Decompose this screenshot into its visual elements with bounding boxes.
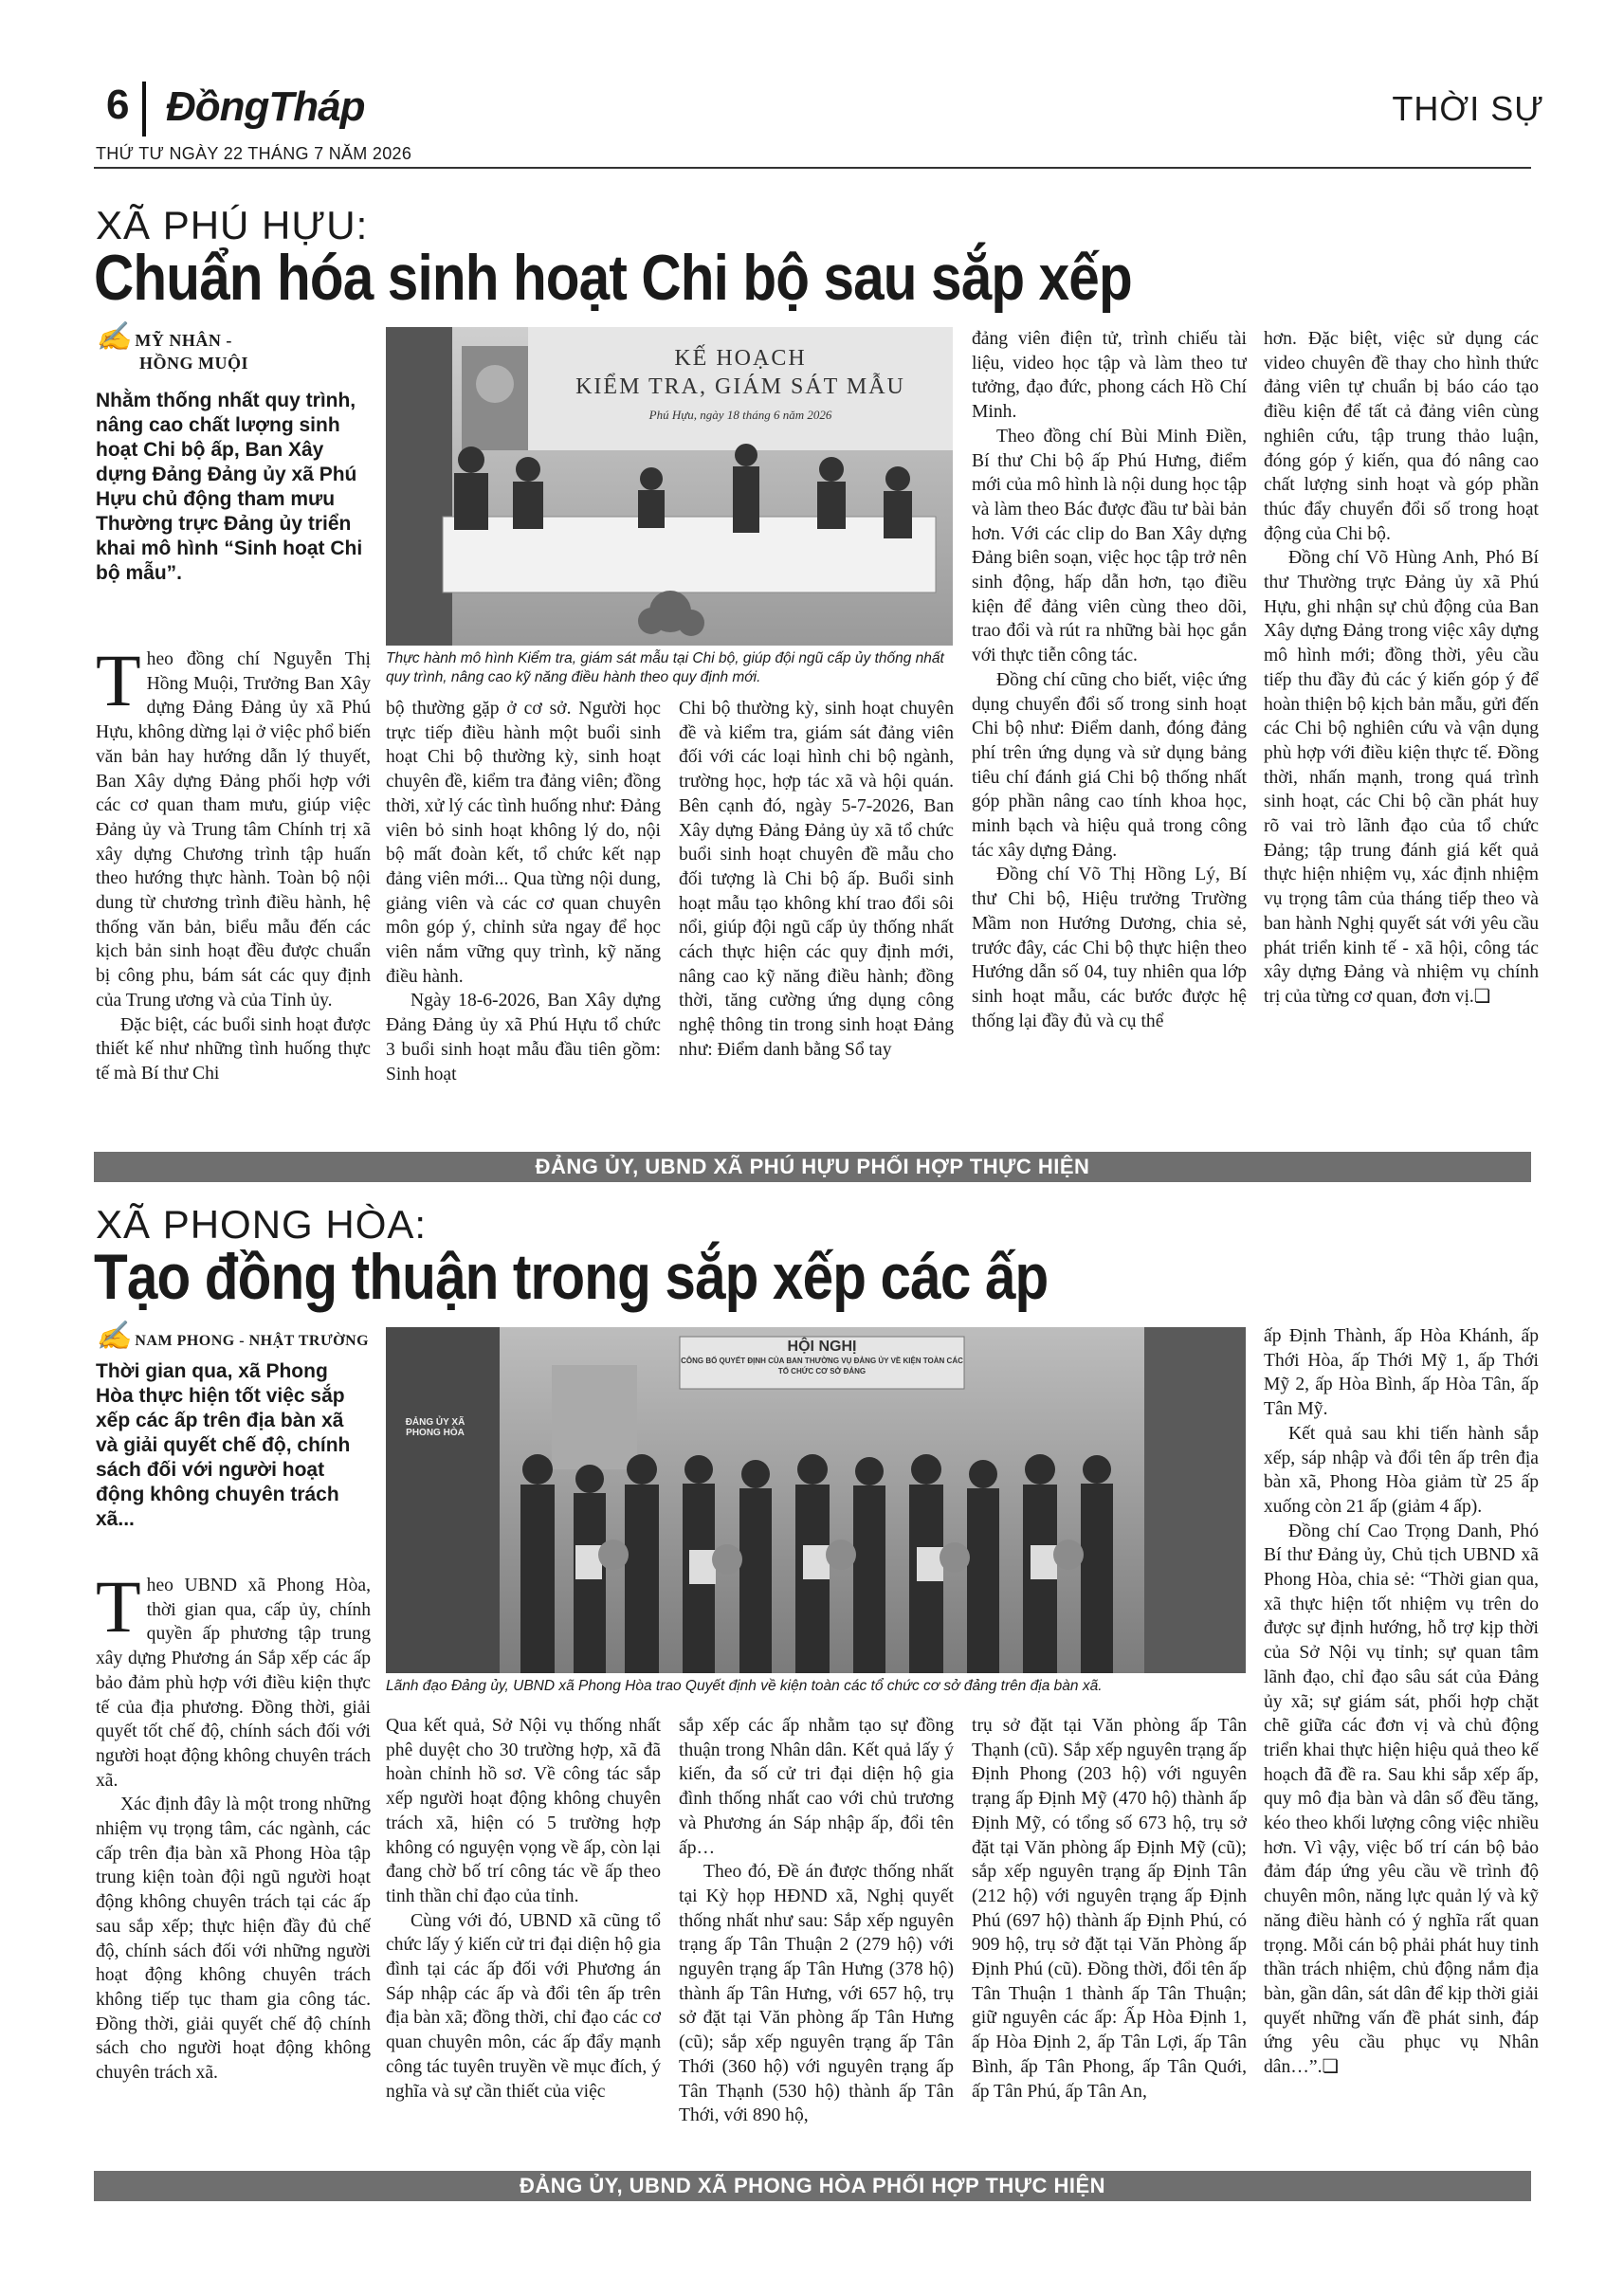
header-rule	[94, 167, 1531, 169]
photo-conference-banner	[680, 1339, 964, 1376]
photo-screen-subtitle: Phú Hựu, ngày 18 tháng 6 năm 2026	[648, 408, 832, 422]
article1-column-4	[972, 327, 1247, 1171]
article2-column-5	[1264, 1324, 1539, 2154]
photo-banner-subtitle: CÔNG BỐ QUYẾT ĐỊNH CỦA BAN THƯỜNG VỤ ĐẢNG ỦY VỀ KIỆN TOÀN CÁC TỔ CHỨC CƠ SỞ ĐẢNG	[681, 1357, 963, 1376]
group-photo-illustration	[386, 1327, 1246, 1673]
article1-dropcap: T	[96, 647, 141, 721]
issue-date: THỨ TƯ NGÀY 22 THÁNG 7 NĂM 2026	[96, 144, 412, 163]
article1-photo-screen	[528, 344, 953, 429]
article2-col5-p1: ấp Định Thành, ấp Hòa Khánh, ấp Thới Hòa, ấp Thới Mỹ 1, ấp Thới Mỹ 2, ấp Hòa Bình, ấp Hòa Tân, ấp Tân Mỹ.	[1264, 1326, 1539, 1420]
article2-caption: Lãnh đạo Đảng ủy, UBND xã Phong Hòa trao Quyết định về kiện toàn các tổ chức cơ sở đảng trên địa bàn xã.	[386, 1678, 1103, 1694]
article2-photo	[386, 1327, 1246, 1673]
article1-col2-p2: Ngày 18-6-2026, Ban Xây dựng Đảng Đảng ủy xã Phú Hựu tổ chức 3 buổi sinh hoạt mẫu đầu tiên gồm: Sinh hoạt	[386, 991, 661, 1084]
article2-col5-p2: Kết quả sau khi tiến hành sắp xếp, sáp nhập và đổi tên ấp trên địa bàn xã, Phong Hòa giảm từ 25 ấp xuống còn 21 ấp (giảm 4 ấp).	[1264, 1423, 1539, 1517]
article2-banner: ĐẢNG ỦY, UBND XÃ PHONG HÒA PHỐI HỢP THỰC HIỆN	[94, 2171, 1531, 2201]
article2-byline-text: NAM PHONG - NHẬT TRƯỜNG	[135, 1333, 370, 1349]
article2-col2-p2: Cùng với đó, UBND xã cũng tổ chức lấy ý kiến cử tri đại diện hộ gia đình tại các ấp đối với Phương án Sáp nhập các ấp và đổi tên ấp trên địa bàn xã; đồng thời, chỉ đạo các cơ quan chuyên môn, các ấp đẩy mạnh công tác tuyên truyền về mục đích, ý nghĩa và sự cần thiết của việc	[386, 1910, 661, 2102]
article2-column-1	[96, 1574, 371, 2152]
article2-dropcap: T	[96, 1574, 141, 1648]
article2-col4-p1: trụ sở đặt tại Văn phòng ấp Tân Thạnh (cũ). Sắp xếp nguyên trạng ấp Định Phong (203 hộ) với nguyên trạng ấp Định Mỹ (470 hộ) thành ấp Định Mỹ, có tổng số 673 hộ, trụ sở đặt tại Văn phòng ấp Định Mỹ (cũ); sắp xếp nguyên trạng ấp Định Tân (212 hộ) với nguyên trạng ấp Định Phú (697 hộ) thành ấp Định Phú, có 909 hộ, trụ sở đặt tại Văn Phòng ấp Định Phú (cũ). Đồng thời, đổi tên ấp Tân Thuận 1 thành ấp Tân Thuận; giữ nguyên các ấp: Ấp Hòa Định 1, ấp Hòa Định 2, ấp Tân Lợi, ấp Tân Bình, ấp Tân Phong, ấp Tân Quới, ấp Tân Phú, ấp Tân An,	[972, 1716, 1247, 2102]
article2-column-4	[972, 1714, 1247, 2152]
article1-col4-p4: Đồng chí Võ Thị Hồng Lý, Bí thư Chi bộ, Hiệu trưởng Trường Mầm non Hướng Dương, chia sẻ, trước đây, các Chi bộ thực hiện theo Hướng dẫn số 04, tuy nhiên qua lớp sinh hoạt mẫu, các bước được hệ thống lại đầy đủ và cụ thể	[972, 865, 1247, 1031]
article1-col5-p1: hơn. Đặc biệt, việc sử dụng các video chuyên đề thay cho hình thức đảng viên tự chuẩn bị báo cáo tạo điều kiện để tất cả đảng viên cùng nghiên cứu, tập trung thảo luận, đóng góp ý kiến, qua đó nâng cao chất lượng sinh hoạt và góp phần thúc đẩy chuyển đổi số trong hoạt động của Chi bộ.	[1264, 329, 1539, 544]
article1-col5-p2: Đồng chí Võ Hùng Anh, Phó Bí thư Thường trực Đảng ủy xã Phú Hựu, ghi nhận sự chủ động của Ban Xây dựng Đảng trong việc xây dựng mô hình mới; đồng thời, yêu cầu tiếp thu đầy đủ các ý kiến góp ý để hoàn thiện bộ kịch bản mẫu, gửi đến các Chi bộ nghiên cứu và vận dụng phù hợp với điều kiện thực tế. Đồng thời, nhấn mạnh, trong quá trình sinh hoạt, các Chi bộ cần phát huy rõ vai trò lãnh đạo của tổ chức Đảng; tập trung đánh giá kết quả thực hiện nhiệm vụ, xác định nhiệm vụ trọng tâm của tháng tiếp theo và ban hành Nghị quyết sát với yêu cầu phát triển kinh tế - xã hội, công tác xây dựng Đảng và nhiệm vụ chính trị của từng cơ quan, đơn vị.❏	[1264, 548, 1539, 1007]
article2-lead: Thời gian qua, xã Phong Hòa thực hiện tốt việc sắp xếp các ấp trên địa bàn xã và giải quyết chế độ, chính sách đối với người hoạt động không chuyên trách xã...	[96, 1360, 351, 1530]
article2-column-2	[386, 1714, 661, 2152]
article1-column-1	[96, 647, 371, 1166]
article1-col1-p2: Đặc biệt, các buổi sinh hoạt được thiết kế như những tình huống thực tế mà Bí thư Chi	[96, 1014, 371, 1084]
article1-byline	[96, 320, 371, 374]
article2-column-3	[679, 1714, 954, 2152]
article1-byline-line2: HỒNG MUỘI	[139, 354, 248, 373]
article1-photo	[386, 327, 953, 646]
article2-col1-p1: heo UBND xã Phong Hòa, thời gian qua, cấp ủy, chính quyền ấp phương tập trung xây dựng Phương án Sắp xếp các ấp bảo đảm phù hợp với điều kiện thực tế của địa phương. Đồng thời, giải quyết tốt chế độ, chính sách đối với người hoạt động không chuyên trách xã.	[96, 1576, 371, 1791]
article1-col4-p3: Đồng chí cũng cho biết, việc ứng dụng chuyển đổi số trong sinh hoạt Chi bộ như: Điểm danh, đóng đảng phí trên ứng dụng và sử dụng bảng tiêu chí đánh giá Chi bộ thống nhất góp phần nâng cao tính khoa học, minh bạch và hiệu quả trong công tác xây dựng Đảng.	[972, 669, 1247, 861]
article2-headline: Tạo đồng thuận trong sắp xếp các ấp	[94, 1241, 1049, 1313]
photo-banner-title: HỘI NGHỊ	[787, 1339, 857, 1355]
article1-caption: Thực hành mô hình Kiểm tra, giám sát mẫu tại Chi bộ, giúp đội ngũ cấp ủy thống nhất quy trình, nâng cao kỹ năng điều hành theo quy định mới.	[386, 650, 944, 685]
pen-nib-icon: ✍	[96, 1321, 132, 1352]
article1-column-5	[1264, 327, 1539, 1171]
photo-party-sign: ĐẢNG ỦY XÃ PHONG HÒA	[405, 1417, 465, 1438]
newspaper-logo: ĐồngTháp	[166, 83, 365, 130]
photo-screen-title-2: KIỂM TRA, GIÁM SÁT MẪU	[575, 374, 905, 399]
article1-column-2	[386, 697, 661, 1171]
article1-col3-p1: Chi bộ thường kỳ, sinh hoạt chuyên đề và kiểm tra, giám sát đảng viên đối với các loại hình chi bộ ngành, trường học, hợp tác xã và hội quán. Bên cạnh đó, ngày 5-7-2026, Ban Xây dựng Đảng Đảng ủy xã tổ chức buổi sinh hoạt chuyên đề mẫu cho đối tượng là Chi bộ ấp. Buổi sinh hoạt mẫu tạo không khí trao đổi sôi nổi, giúp đội ngũ cấp ủy thống nhất cách thực hiện các quy định mới, nâng cao kỹ năng điều hành; đồng thời, tăng cường ứng dụng công nghệ thông tin trong sinh hoạt Đảng như: Điểm danh bằng Sổ tay	[679, 699, 954, 1060]
photo-screen-title-1: KẾ HOẠCH	[674, 346, 807, 371]
article1-kicker: XÃ PHÚ HỰU:	[96, 203, 369, 247]
article1-byline-line1: MỸ NHÂN -	[135, 331, 232, 350]
pen-nib-icon: ✍	[96, 321, 132, 353]
article1-column-3	[679, 697, 954, 1171]
article2-col5-p3: Đồng chí Cao Trọng Danh, Phó Bí thư Đảng ủy, Chủ tịch UBND xã Phong Hòa, chia sẻ: “Thời gian qua, xã thực hiện tốt nhiệm vụ trên do được sự định hướng, hỗ trợ kịp thời của Sở Nội vụ tỉnh; sự quan tâm lãnh đạo, chỉ đạo sâu sát của Đảng ủy xã; sự giám sát, phối hợp chặt chẽ giữa các đơn vị và chủ động triển khai thực hiện hiệu quả theo kế hoạch đã đề ra. Sau khi sắp xếp ấp, quy mô địa bàn và dân số đều tăng, kéo theo khối lượng công việc nhiều hơn. Vì vậy, việc bố trí cán bộ bảo đảm đáp ứng yêu cầu về trình độ chuyên môn, năng lực quản lý và kỹ năng điều hành có ý nghĩa rất quan trọng. Mỗi cán bộ phải phát huy tinh thần trách nhiệm, chủ động nắm địa bàn, gần dân, sát dân để kịp thời giải quyết những vấn đề phát sinh, đáp ứng yêu cầu phục vụ Nhân dân…”.❏	[1264, 1521, 1539, 2078]
article1-col4-p1: đảng viên điện tử, trình chiếu tài liệu, video học tập và làm theo tư tưởng, đạo đức, phong cách Hồ Chí Minh.	[972, 329, 1247, 423]
article1-col4-p2: Theo đồng chí Bùi Minh Điền, Bí thư Chi bộ ấp Phú Hưng, điểm mới của mô hình là nội dung học tập và làm theo Bác được đầu tư bài bản hơn. Với các clip do Ban Xây dựng Đảng biên soạn, việc học tập trở nên sinh động, hấp dẫn hơn, tạo điều kiện để đảng viên cùng theo dõi, trao đổi và rút ra những bài học gắn với thực tiễn công tác.	[972, 426, 1247, 666]
article2-col1-p2: Xác định đây là một trong những nhiệm vụ trọng tâm, các ngành, các cấp trên địa bàn xã Phong Hòa tập trung kiện toàn đội ngũ người hoạt động không chuyên trách tại các ấp sau sắp xếp; thực hiện đầy đủ chế độ, chính sách đối với những người hoạt động không chuyên trách không tiếp tục tham gia công tác. Đồng thời, giải quyết chế độ chính sách cho người hoạt động không chuyên trách xã.	[96, 1795, 371, 2084]
article1-lead: Nhằm thống nhất quy trình, nâng cao chất lượng sinh hoạt Chi bộ ấp, Ban Xây dựng Đảng Đảng ủy xã Phú Hựu chủ động tham mưu Thường trực Đảng ủy triển khai mô hình “Sinh hoạt Chi bộ mẫu”.	[96, 390, 363, 584]
article2-kicker: XÃ PHONG HÒA:	[96, 1202, 428, 1247]
article2-col3-p1: sắp xếp các ấp nhằm tạo sự đồng thuận trong Nhân dân. Kết quả lấy ý kiến, đa số cử tri đại diện hộ gia đình thống nhất cao với chủ trương và Phương án Sáp nhập ấp, đổi tên ấp…	[679, 1716, 954, 1858]
article1-col2-p1: bộ thường gặp ở cơ sở. Người học trực tiếp điều hành một buổi sinh hoạt Chi bộ thường kỳ, sinh hoạt chuyên đề, kiểm tra đảng viên; đồng thời, xử lý các tình huống như: Đảng viên bỏ sinh hoạt không lý do, nội bộ mất đoàn kết, tổ chức kết nạp đảng viên mới... Qua từng nội dung, giảng viên và các cơ quan chuyên môn góp ý, chỉnh sửa ngay để học viên nắm vững quy trình, kỹ năng điều hành.	[386, 699, 661, 987]
header-divider	[142, 82, 146, 137]
page-number: 6	[106, 82, 130, 128]
article1-banner: ĐẢNG ỦY, UBND XÃ PHÚ HỰU PHỐI HỢP THỰC HIỆN	[94, 1152, 1531, 1182]
article2-col2-p1: Qua kết quả, Sở Nội vụ thống nhất phê duyệt cho 30 trường hợp, xã đã hoàn chỉnh hồ sơ. Về công tác sắp xếp người hoạt động không chuyên trách xã, hiện có 5 trường hợp không có nguyện vọng về ấp, còn lại đang chờ bố trí công tác về ấp theo tinh thần chỉ đạo của tỉnh.	[386, 1716, 661, 1906]
article1-col1-p1: heo đồng chí Nguyễn Thị Hồng Muội, Trưởng Ban Xây dựng Đảng Đảng ủy xã Phú Hựu, không dừng lại ở việc phổ biến văn bản hay hướng dẫn lý thuyết, Ban Xây dựng Đảng phối hợp với các cơ quan tham mưu, giúp việc Đảng ủy và Trung tâm Chính trị xã xây dựng Chương trình tập huấn theo hướng thực hành. Toàn bộ nội dung từ chương trình điều hành, hệ thống văn bản, biểu mẫu đến các kịch bản sinh hoạt đều được chuẩn bị công phu, bám sát các quy định của Trung ương và của Tỉnh ủy.	[96, 649, 371, 1011]
section-name: THỜI SỰ	[1392, 89, 1544, 128]
article1-headline: Chuẩn hóa sinh hoạt Chi bộ sau sắp xếp	[94, 242, 1132, 314]
article2-col3-p2: Theo đó, Đề án được thống nhất tại Kỳ họp HĐND xã, Nghị quyết thống nhất như sau: Sắp xếp nguyên trạng ấp Tân Thuận 2 (279 hộ) với nguyên trạng ấp Tân Hưng (378 hộ) thành ấp Tân Hưng, với 657 hộ, trụ sở đặt tại Văn phòng ấp Tân Hưng (cũ); sắp xếp nguyên trạng ấp Tân Thới (360 hộ) với nguyên trạng ấp Tân Thạnh (530 hộ) thành ấp Tân Thới, với 890 hộ,	[679, 1862, 954, 2126]
article2-byline	[96, 1320, 380, 1353]
